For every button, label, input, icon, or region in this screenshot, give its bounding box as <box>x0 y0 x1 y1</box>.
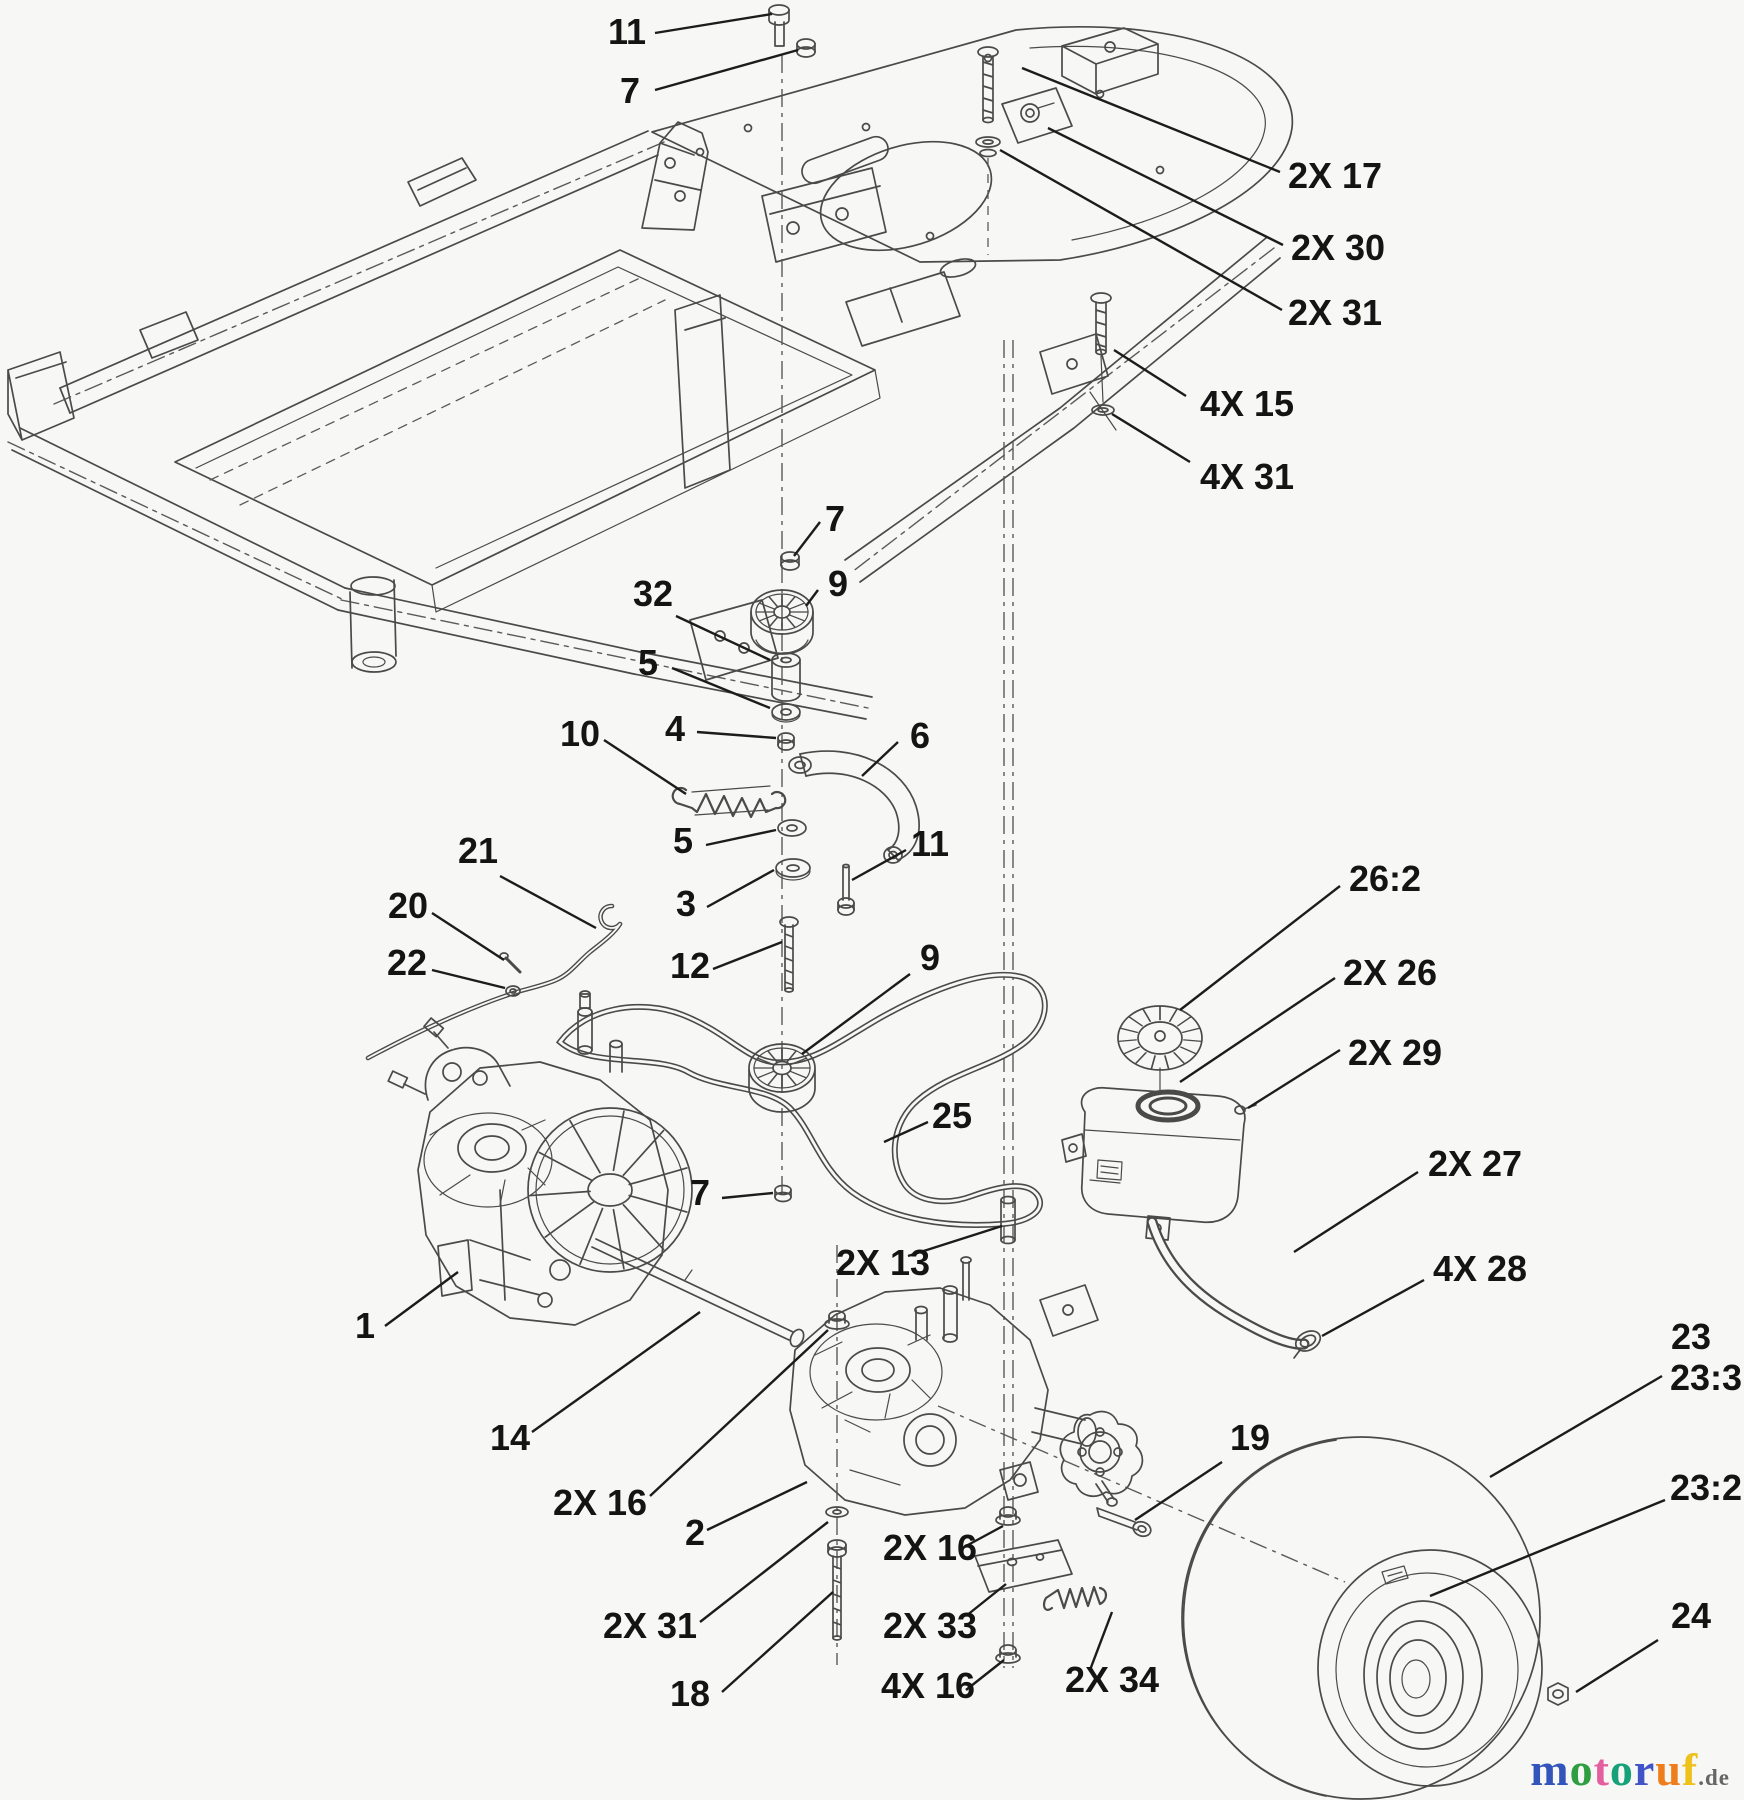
callout-label: 25 <box>931 1095 973 1136</box>
callout-label: 2X 31 <box>602 1605 698 1646</box>
watermark-letter: u <box>1655 1744 1682 1795</box>
callout-label: 7 <box>619 70 641 111</box>
callout-label: 4X 28 <box>1432 1248 1528 1289</box>
drive-belt-assembly <box>560 975 1045 1225</box>
transmission-right <box>790 1257 1142 1515</box>
callout-label: 23 <box>1670 1316 1712 1357</box>
leader-lines <box>385 14 1665 1692</box>
callout-label: 11 <box>607 11 647 52</box>
callout-label: 21 <box>457 830 499 871</box>
callout-label: 2X 16 <box>552 1482 648 1523</box>
callout-label: 2X 34 <box>1064 1659 1160 1700</box>
watermark-letter: t <box>1593 1744 1610 1795</box>
tank-hose <box>1152 1222 1304 1344</box>
callout-label: 9 <box>827 563 849 604</box>
extension-spring <box>673 786 785 817</box>
rear-wheel <box>1182 1437 1568 1799</box>
callout-label: 26:2 <box>1348 858 1422 899</box>
watermark-logo <box>1530 1743 1730 1796</box>
callout-label: 10 <box>559 713 601 754</box>
watermark-letter: m <box>1530 1744 1570 1795</box>
drive-shaft <box>592 1239 806 1349</box>
callout-label: 6 <box>909 715 931 756</box>
callout-label: 2 <box>684 1512 706 1553</box>
callout-label: 2X 33 <box>882 1605 978 1646</box>
callout-label: 2X 16 <box>882 1527 978 1568</box>
watermark-letter: o <box>1609 1744 1634 1795</box>
callout-label: 23:3 <box>1669 1357 1743 1398</box>
callout-label: 11 <box>910 823 950 864</box>
callout-label: 2X 29 <box>1347 1032 1443 1073</box>
callout-label: 5 <box>637 642 659 683</box>
callout-label: 2X 30 <box>1290 227 1386 268</box>
callout-label: 2X 26 <box>1342 952 1438 993</box>
callout-label: 4X 16 <box>880 1665 976 1706</box>
tire-tread-edge <box>1184 1440 1336 1796</box>
drive-belt <box>560 975 1045 1225</box>
callout-label: 23:2 <box>1669 1467 1743 1508</box>
callout-label: 2X 31 <box>1287 292 1383 333</box>
chassis-frame <box>8 27 1295 719</box>
callout-label: 9 <box>919 937 941 978</box>
callout-label: 7 <box>824 498 846 539</box>
idler-pulley-stack <box>368 552 919 1058</box>
callout-label: 7 <box>689 1172 711 1213</box>
callout-label: 2X 13 <box>835 1242 931 1283</box>
idler-arm <box>789 751 919 863</box>
callout-label: 32 <box>632 573 674 614</box>
callout-label: 4X 31 <box>1199 456 1295 497</box>
callout-label: 24 <box>1670 1595 1712 1636</box>
callout-label: 19 <box>1229 1417 1271 1458</box>
watermark-letter: r <box>1633 1744 1656 1795</box>
transmission-left <box>388 991 692 1325</box>
watermark-suffix: .de <box>1698 1765 1730 1790</box>
callout-label: 5 <box>672 820 694 861</box>
callout-labels <box>355 11 1742 1714</box>
callout-label: 20 <box>387 885 429 926</box>
axle-assembly <box>1000 1408 1142 1506</box>
lug-nut <box>1548 1683 1568 1705</box>
callout-label: 4 <box>664 708 686 749</box>
expansion-tank <box>1062 1006 1324 1358</box>
callout-label: 3 <box>675 883 697 924</box>
callout-label: 12 <box>669 945 711 986</box>
callout-label: 22 <box>386 942 428 983</box>
callout-label: 2X 17 <box>1287 155 1383 196</box>
callout-label: 4X 15 <box>1199 383 1295 424</box>
watermark-letter: o <box>1569 1744 1594 1795</box>
callout-label: 2X 27 <box>1427 1143 1523 1184</box>
brake-spring <box>1044 1587 1106 1610</box>
watermark-letter: f <box>1681 1744 1699 1795</box>
callout-label: 14 <box>489 1417 531 1458</box>
callout-label: 1 <box>354 1305 376 1346</box>
tank-cap <box>1118 1006 1202 1070</box>
callout-label: 18 <box>669 1673 711 1714</box>
